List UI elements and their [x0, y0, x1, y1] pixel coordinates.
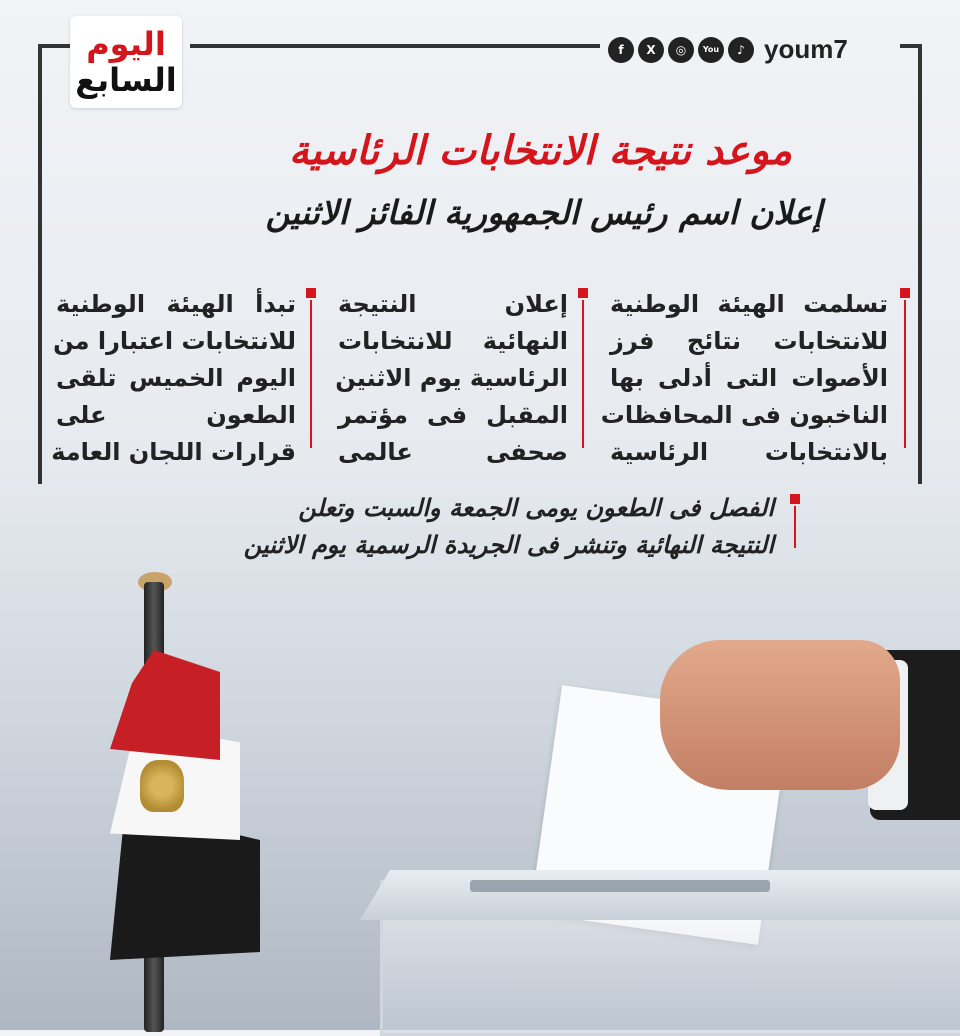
- column-line: الرئاسية يوم الاثنين: [335, 364, 568, 392]
- flag-red-stripe: [110, 650, 220, 760]
- page-subtitle: إعلان اسم رئيس الجمهورية الفائز الاثنين: [265, 193, 822, 232]
- frame-border: [38, 44, 42, 484]
- column-line: الأصوات التى أدلى بها: [610, 364, 888, 392]
- info-column-3: [51, 286, 296, 471]
- logo-line-2: السابع: [75, 61, 177, 99]
- column-line: إعلان النتيجة: [338, 290, 568, 318]
- logo: [70, 16, 182, 108]
- tiktok-icon[interactable]: ♪: [728, 37, 754, 63]
- frame-border: [38, 44, 70, 48]
- instagram-icon[interactable]: ◎: [668, 37, 694, 63]
- logo-line-1: اليوم: [86, 25, 166, 63]
- ballot-slot: [470, 880, 770, 892]
- column-bullet: [578, 288, 588, 448]
- column-line: بالانتخابات الرئاسية: [610, 438, 888, 466]
- page-title: موعد نتيجة الانتخابات الرئاسية: [288, 128, 792, 174]
- info-column-2: [335, 286, 568, 471]
- column-line: المقبل فى مؤتمر: [338, 401, 568, 429]
- facebook-icon[interactable]: f: [608, 37, 634, 63]
- column-line: تبدأ الهيئة الوطنية: [56, 290, 296, 318]
- column-line: اليوم الخميس تلقى: [56, 364, 296, 392]
- column-line: للانتخابات نتائج فرز: [610, 327, 888, 355]
- eagle-emblem-icon: [140, 760, 184, 812]
- note-line: الفصل فى الطعون يومى الجمعة والسبت وتعلن: [298, 494, 774, 522]
- note-text: [244, 490, 774, 564]
- column-line: الطعون على: [56, 401, 296, 429]
- column-line: للانتخابات اعتبارا من: [53, 327, 296, 355]
- column-line: صحفى عالمى: [338, 438, 568, 466]
- column-line: النهائية للانتخابات: [338, 327, 568, 355]
- ballot-box-lid: [360, 870, 960, 920]
- hand-image: [660, 640, 900, 790]
- column-line: قرارات اللجان العامة: [51, 438, 296, 466]
- column-bullet: [900, 288, 910, 448]
- note-bullet: [790, 494, 800, 504]
- column-line: تسلمت الهيئة الوطنية: [610, 290, 888, 318]
- note-bullet-line: [794, 506, 796, 548]
- youtube-icon[interactable]: You: [698, 37, 724, 63]
- info-column-1: [600, 286, 888, 471]
- site-name: youm7: [764, 34, 848, 64]
- social-bar: [608, 34, 848, 65]
- x-icon[interactable]: X: [638, 37, 664, 63]
- frame-border: [918, 44, 922, 484]
- column-line: الناخبون فى المحافظات: [600, 401, 888, 429]
- frame-border: [190, 44, 600, 48]
- column-bullet: [306, 288, 316, 448]
- note-line: النتيجة النهائية وتنشر فى الجريدة الرسمية يوم الاثنين: [243, 531, 774, 559]
